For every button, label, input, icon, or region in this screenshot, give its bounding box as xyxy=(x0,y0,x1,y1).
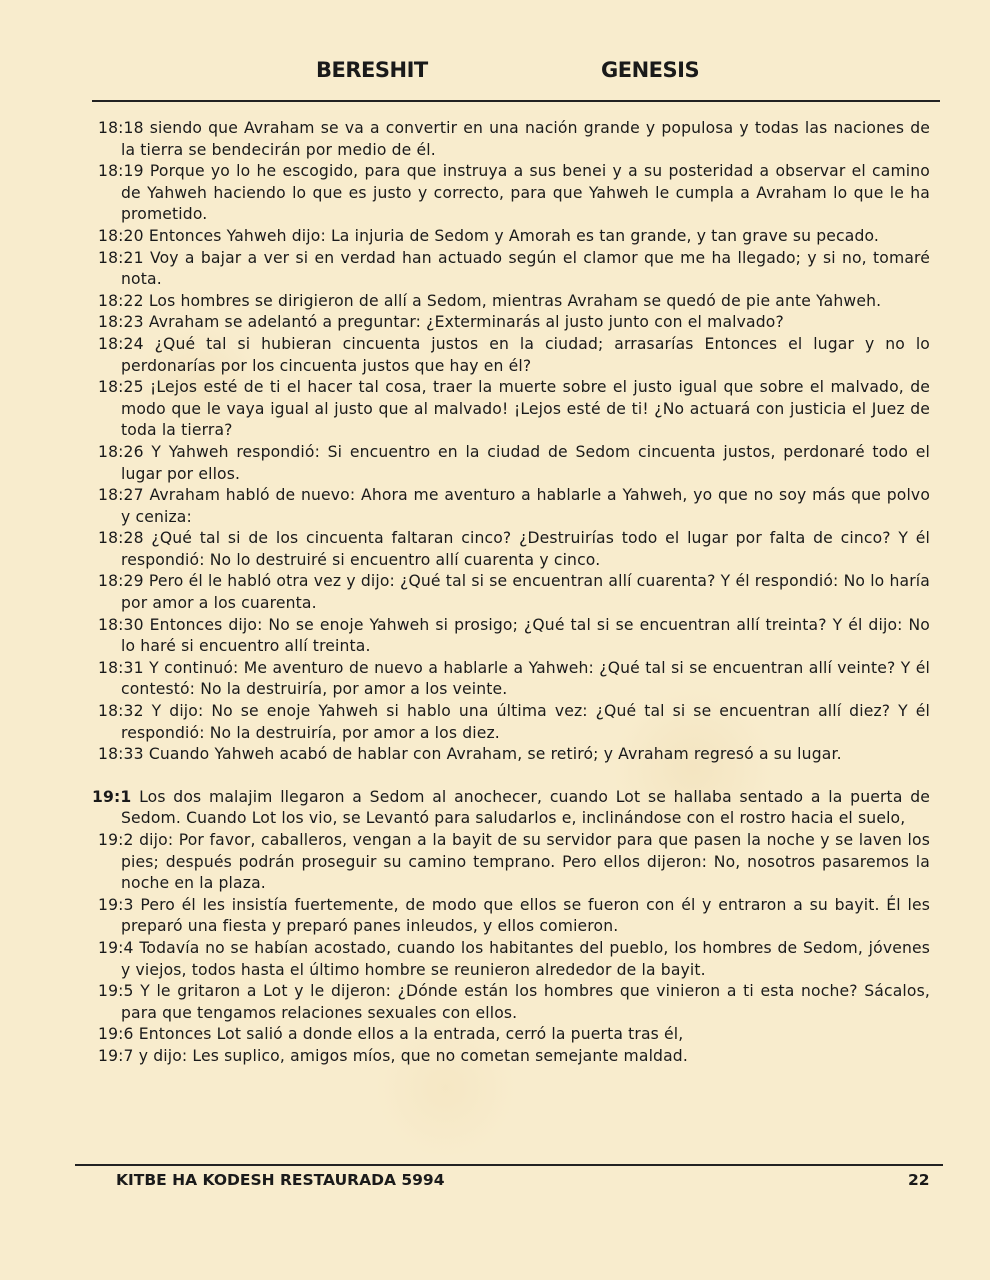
verse-number: 18:22 xyxy=(98,291,144,310)
verse-text: Y continuó: Me aventuro de nuevo a hablarle a Yahweh: ¿Qué tal si se encuentran allí veinte? Y él contestó: No la destruiría, por amor a los veinte. xyxy=(121,658,930,699)
page-number: 22 xyxy=(908,1171,930,1189)
verse xyxy=(98,528,930,571)
scripture-text xyxy=(92,118,931,1068)
verse-text: Avraham habló de nuevo: Ahora me aventuro a hablarle a Yahweh, yo que no soy más que polvo y ceniza: xyxy=(121,486,931,526)
chapter-verse-number: 19:1 xyxy=(92,787,132,806)
verse xyxy=(98,1046,930,1068)
verse xyxy=(98,895,930,938)
header-book-english: GENESIS xyxy=(601,58,700,82)
verse-text: Voy a bajar a ver si en verdad han actuado según el clamor que me ha llegado; y si no, tomaré nota. xyxy=(121,248,930,289)
page-header xyxy=(0,58,990,92)
verse xyxy=(98,938,930,981)
verse-number: 18:18 xyxy=(98,119,144,137)
verse-text: ¿Qué tal si hubieran cincuenta justos en la ciudad; arrasarías Entonces el lugar y no lo perdonarías por los cincuenta justos que hay en él? xyxy=(121,334,930,375)
verse-number: 18:28 xyxy=(98,529,144,548)
verse-number: 18:31 xyxy=(98,658,144,677)
verse-text: Pero él les insistía fuertemente, de modo que ellos se fueron con él y entraron a su bayit. Él les preparó una fiesta y preparó panes inleudos, y ellos comieron. xyxy=(121,895,930,936)
verse-text: Y Yahweh respondió: Si encuentro en la ciudad de Sedom cincuenta justos, perdonaré todo el lugar por ellos. xyxy=(121,442,930,483)
verse-text: siendo que Avraham se va a convertir en una nación grande y populosa y todas las naciones de la tierra se bendecirán por medio de él. xyxy=(121,119,930,159)
verse-number: 18:21 xyxy=(98,248,144,267)
verse xyxy=(98,1024,930,1046)
verse-number: 19:4 xyxy=(98,938,134,957)
verse-number: 19:7 xyxy=(98,1046,134,1065)
verse xyxy=(98,118,930,161)
verse-number: 18:24 xyxy=(98,334,144,353)
verse xyxy=(98,442,930,485)
verse xyxy=(98,658,930,701)
verse xyxy=(98,615,930,658)
verse-text: Y le gritaron a Lot y le dijeron: ¿Dónde están los hombres que vinieron a ti esta noche? Sácalos, para que tengamos relaciones sexuales con ellos. xyxy=(121,982,930,1022)
verse-text: Los dos malajim llegaron a Sedom al anochecer, cuando Lot se hallaba sentado a la puerta de Sedom. Cuando Lot los vio, se Levantó para saludarlos e, inclinándose con el rostro hacia el suelo, xyxy=(121,787,931,828)
verse xyxy=(98,981,930,1024)
verse-number: 19:5 xyxy=(98,982,134,1001)
verse-text: ¡Lejos esté de ti el hacer tal cosa, traer la muerte sobre el justo igual que sobre el malvado, de modo que le vaya igual al justo que al malvado! ¡Lejos esté de ti! ¿No actuará con justicia el Juez de toda la tierra? xyxy=(121,378,930,440)
verse-text: y dijo: Les suplico, amigos míos, que no cometan semejante maldad. xyxy=(138,1046,688,1065)
verse xyxy=(98,291,930,313)
header-divider xyxy=(92,100,940,102)
verse-text: Entonces dijo: No se enoje Yahweh si prosigo; ¿Qué tal si se encuentran allí treinta? Y él dijo: No lo haré si encuentro allí treinta. xyxy=(121,615,930,656)
verse-number: 19:6 xyxy=(98,1025,134,1044)
header-book-hebrew: BERESHIT xyxy=(316,58,428,82)
verse-number: 19:2 xyxy=(98,831,134,849)
verse-number: 18:23 xyxy=(98,313,144,332)
verse xyxy=(98,334,930,377)
verse-text: Avraham se adelantó a preguntar: ¿Exterminarás al justo junto con el malvado? xyxy=(148,313,784,332)
verse-text: Cuando Yahweh acabó de hablar con Avraham, se retiró; y Avraham regresó a su lugar. xyxy=(148,745,842,764)
verse-text: Todavía no se habían acostado, cuando los habitantes del pueblo, los hombres de Sedom, jóvenes y viejos, todos hasta el último hombre se reunieron alrededor de la bayit. xyxy=(121,938,931,979)
footer-title: KITBE HA KODESH RESTAURADA 5994 xyxy=(116,1171,445,1189)
verse-number: 18:20 xyxy=(98,226,144,245)
footer-divider xyxy=(75,1164,943,1166)
verse xyxy=(98,226,930,248)
verse-text: dijo: Por favor, caballeros, vengan a la bayit de su servidor para que pasen la noche y se laven los pies; después podrán proseguir su camino temprano. Pero ellos dijeron: No, nosotros pasaremos la noche en la plaza. xyxy=(121,831,930,893)
verse-number: 18:32 xyxy=(98,702,144,721)
chapter-gap xyxy=(98,766,930,787)
verse-number: 18:19 xyxy=(98,162,144,181)
verse xyxy=(98,571,930,614)
verse-text: Y dijo: No se enoje Yahweh si hablo una última vez: ¿Qué tal si se encuentran allí diez? Y él respondió: No la destruiría, por amor a los diez. xyxy=(121,702,930,742)
verse-text: Porque yo lo he escogido, para que instruya a sus benei y a su posteridad a observar el camino de Yahweh haciendo lo que es justo y correcto, para que Yahweh le cumpla a Avraham lo que le ha prometido. xyxy=(121,162,930,224)
verse xyxy=(98,701,930,744)
chapter-start-verse xyxy=(92,787,930,830)
verse-number: 19:3 xyxy=(98,895,134,914)
page-footer xyxy=(0,1171,990,1197)
verse-number: 18:26 xyxy=(98,442,144,461)
verse-number: 18:30 xyxy=(98,615,144,634)
verse-number: 18:27 xyxy=(98,486,144,505)
verse xyxy=(98,248,930,291)
verse xyxy=(98,830,930,895)
verse-text: Entonces Lot salió a donde ellos a la entrada, cerró la puerta tras él, xyxy=(138,1025,684,1044)
verse xyxy=(98,377,930,442)
verse xyxy=(98,485,930,528)
verse-number: 18:33 xyxy=(98,745,144,764)
verse xyxy=(98,744,930,766)
verse-text: Pero él le habló otra vez y dijo: ¿Qué tal si se encuentran allí cuarenta? Y él respondió: No lo haría por amor a los cuarenta. xyxy=(121,572,930,613)
verse-number: 18:29 xyxy=(98,572,144,591)
verse xyxy=(98,161,930,226)
verse xyxy=(98,312,930,334)
verse-text: Entonces Yahweh dijo: La injuria de Sedom y Amorah es tan grande, y tan grave su pecado. xyxy=(148,226,880,245)
verse-text: Los hombres se dirigieron de allí a Sedom, mientras Avraham se quedó de pie ante Yahweh. xyxy=(148,291,882,310)
verse-number: 18:25 xyxy=(98,378,144,397)
verse-text: ¿Qué tal si de los cincuenta faltaran cinco? ¿Destruirías todo el lugar por falta de cinco? Y él respondió: No lo destruiré si encuentro allí cuarenta y cinco. xyxy=(121,529,931,569)
